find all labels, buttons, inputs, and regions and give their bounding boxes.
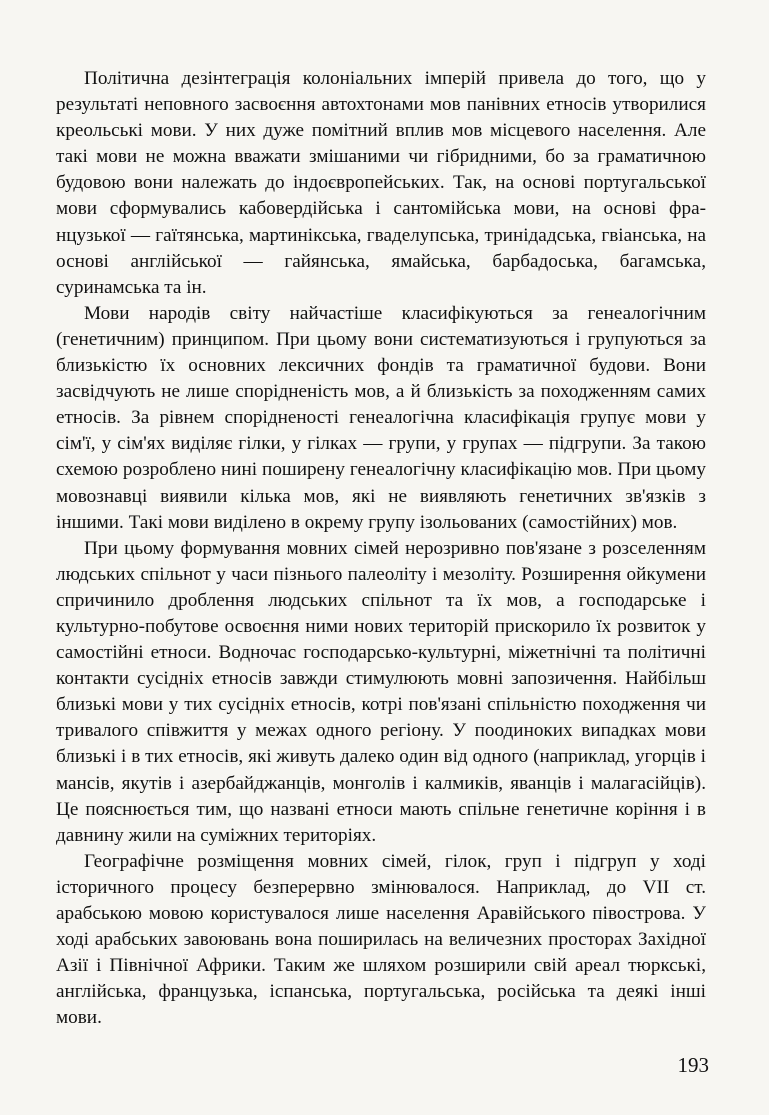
- paragraph-1: Політична дезінтеграція колоніальних імперій привела до того, що у результаті неповного засвоєння автохтонами мов панівних етносів утворилися креольські мови. У них дуже помітний вплив мов місцевого населення. Але такі мови не можна вважати змішаними чи гібридними, бо за граматичною будовою вони належать до індоєвропейських. Так, на основі португальської мови сформувались кабовердійська і сантомійська мови, на основі французької — гаїтянська, мартинікська, гваделупська, тринідадська, гвіанська, на основі англійської — гайянська, ямайська, барбадоська, багамська, суринамська та ін.: [56, 68, 706, 298]
- page-body: [56, 66, 706, 1031]
- paragraph-3: При цьому формування мовних сімей нерозривно пов'язане з розселенням людських спільнот у часи пізнього палеоліту і мезоліту. Розширення ойкумени спричинило дроблення людських спільнот та їх мов, а господарське і культурно-побутове освоєння ними нових територій прискорило їх розвиток у самостійні етноси. Водночас господарсько-культурні, міжетнічні та політичні контакти сусідніх етносів завжди стимулюють мовні запозичення. Найбільш близькі мови у тих сусідніх етносів, котрі пов'язані спільністю походження чи тривалого співжиття у межах одного регіону. У поодиноких випадках мови близькі і в тих етносів, які живуть далеко один від одного (наприклад, угорців і мансів, якутів і азербайджанців, монголів і калмиків, яванців і малагасійців). Це пояснюється тим, що названі етноси мають спільне генетичне коріння і в давнину жили на суміжних територіях.: [56, 537, 706, 846]
- paragraph-4: Географічне розміщення мовних сімей, гілок, груп і підгруп у ході історичного процесу безперервно змінювалося. Наприклад, до VII ст. арабською мовою користувалося лише населення Аравійського півострова. У ході арабських завоювань вона поширилась на величезних просторах Західної Азії і Північної Африки. Таким же шляхом розширили свій ареал тюркські, англійська, французька, іспанська, португальська, російська та деякі інші мови.: [56, 850, 706, 1029]
- paragraph-2: Мови народів світу найчастіше класифікуються за генеалогічним (генетичним) принципом. При цьому вони систематизуються і групуються за близькістю їх основних лексичних фондів та граматичної будови. Вони засвідчують не лише спорідненість мов, а й близькість за походженням самих етносів. За рівнем споріднeності генеалогічна класифікація групує мови у сім'ї, у сім'ях виділяє гілки, у гілках — групи, у групах — підгрупи. За такою схемою розроблено нині поширену генеалогічну класифікацію мов. При цьому мовознавці виявили кілька мов, які не виявляють генетичних зв'язків з іншими. Такі мови виділено в окрему групу ізольованих (самостійних) мов.: [56, 302, 706, 533]
- page-number: 193: [677, 1053, 709, 1077]
